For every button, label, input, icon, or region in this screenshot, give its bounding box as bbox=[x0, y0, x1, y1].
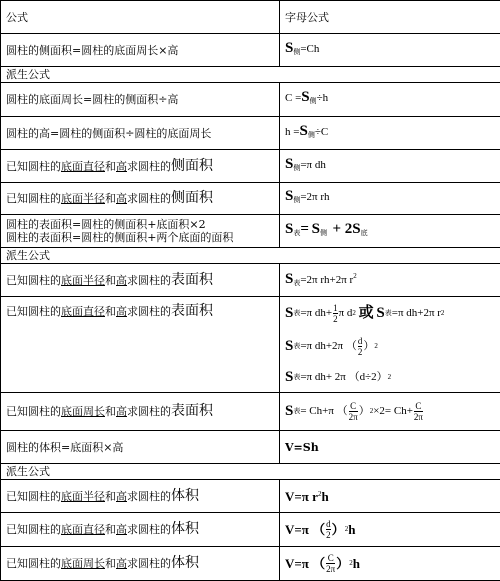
emphasis-text: 体积 bbox=[171, 555, 199, 571]
underlined-text: 底面半径 bbox=[61, 274, 105, 287]
text: 求圆柱的 bbox=[127, 160, 171, 173]
letter-formula bbox=[280, 117, 500, 150]
subscript: 侧 bbox=[310, 97, 317, 105]
formula-rhs: ÷C bbox=[315, 126, 328, 138]
formula-pre: = Ch+π （ bbox=[300, 405, 347, 418]
emphasis-text: 体积 bbox=[171, 488, 199, 504]
fraction bbox=[358, 336, 363, 357]
fraction bbox=[326, 553, 335, 574]
table-row bbox=[1, 34, 500, 67]
underlined-text: 底面直径 bbox=[61, 523, 105, 536]
superscript: 2 bbox=[353, 272, 357, 280]
numerator: 1 bbox=[333, 303, 338, 313]
text: 和 bbox=[105, 305, 116, 318]
text: 已知圆柱的 bbox=[6, 192, 61, 205]
formula-text bbox=[1, 183, 280, 215]
letter-formula bbox=[280, 297, 500, 393]
table-row bbox=[1, 431, 500, 464]
fraction bbox=[326, 519, 331, 540]
table-row bbox=[1, 393, 500, 431]
table-row bbox=[1, 264, 500, 297]
letter-formula bbox=[280, 393, 500, 431]
formula-rhs: ÷h bbox=[317, 92, 329, 104]
formula-text bbox=[1, 215, 280, 248]
table-row bbox=[1, 297, 500, 393]
table-row bbox=[1, 117, 500, 150]
text: 已知圆柱的 bbox=[6, 490, 61, 503]
header-letter-formula: 字母公式 bbox=[280, 1, 500, 34]
letter-formula bbox=[280, 215, 500, 248]
formula-text bbox=[1, 393, 280, 431]
formula-line bbox=[285, 401, 495, 422]
subscript: 表 bbox=[293, 279, 300, 287]
emphasis-text: 体积 bbox=[171, 521, 199, 537]
formula-rhs: =π dh bbox=[300, 159, 326, 171]
superscript: 2 bbox=[388, 371, 392, 384]
subscript: 表 bbox=[293, 340, 300, 353]
superscript: 2 bbox=[318, 490, 322, 498]
formula-text bbox=[1, 480, 280, 513]
denominator: 2 bbox=[333, 313, 338, 324]
table-row bbox=[1, 547, 500, 581]
underlined-text: 高 bbox=[116, 523, 127, 536]
table-row bbox=[1, 513, 500, 547]
subscript: 表 bbox=[293, 307, 300, 320]
table-row bbox=[1, 83, 500, 117]
text-line: 圆柱的表面积=圆柱的侧面积+底面积×2 bbox=[6, 218, 274, 231]
superscript: 2 bbox=[345, 523, 349, 536]
underlined-text: 底面周长 bbox=[61, 405, 105, 418]
emphasis-text: 表面积 bbox=[171, 272, 213, 288]
emphasis-text: 表面积 bbox=[171, 303, 213, 319]
formula-rhs: ×2= Ch+ bbox=[373, 405, 413, 418]
text: 和 bbox=[105, 160, 116, 173]
formula-pre: =π dh+ 2π （d÷2） bbox=[300, 371, 387, 384]
underlined-text: 高 bbox=[116, 405, 127, 418]
superscript: 2 bbox=[370, 405, 374, 418]
superscript: 2 bbox=[374, 340, 378, 353]
underlined-text: 高 bbox=[116, 274, 127, 287]
letter-formula bbox=[280, 34, 500, 67]
formula-text: 圆柱的高=圆柱的侧面积÷圆柱的底面周长 bbox=[1, 117, 280, 150]
text: 求圆柱的 bbox=[127, 305, 171, 318]
text: 和 bbox=[105, 274, 116, 287]
symbol: S bbox=[312, 221, 320, 237]
symbol: S bbox=[285, 340, 293, 353]
symbol: S bbox=[376, 307, 384, 320]
text: 和 bbox=[105, 490, 116, 503]
numerator: C bbox=[349, 401, 358, 411]
formula-rhs: h bbox=[321, 489, 328, 504]
formula-rhs: + 2S bbox=[333, 221, 361, 237]
formula-pre: V=π r bbox=[285, 489, 318, 504]
symbol: S bbox=[301, 89, 309, 105]
table-row bbox=[1, 183, 500, 215]
superscript: 2 bbox=[352, 307, 356, 320]
formula-pre: C = bbox=[285, 92, 301, 104]
denominator: 2π bbox=[326, 563, 335, 574]
text: 已知圆柱的 bbox=[6, 274, 61, 287]
formula-pre: V=π （ bbox=[285, 523, 325, 536]
superscript: 2 bbox=[349, 557, 353, 570]
formula-rhs: ） bbox=[363, 340, 374, 353]
formula-rhs: =2π rh bbox=[300, 191, 329, 203]
formula-text: 圆柱的底面周长=圆柱的侧面积÷高 bbox=[1, 83, 280, 117]
denominator: 2 bbox=[326, 529, 331, 540]
table-row bbox=[1, 150, 500, 183]
underlined-text: 高 bbox=[116, 557, 127, 570]
text: 已知圆柱的 bbox=[6, 557, 61, 570]
letter-formula bbox=[280, 547, 500, 581]
formula-rhs: =π dh+2π r bbox=[392, 307, 441, 320]
subscript: 表 bbox=[293, 405, 300, 418]
formula-rhs: h bbox=[353, 557, 360, 570]
section-label: 派生公式 bbox=[1, 248, 500, 264]
formula-text bbox=[1, 513, 280, 547]
formula-mid: ） bbox=[336, 557, 349, 570]
fraction bbox=[349, 401, 358, 422]
formula-rhs: h bbox=[348, 523, 355, 536]
denominator: 2π bbox=[349, 411, 358, 422]
text: 和 bbox=[105, 557, 116, 570]
numerator: C bbox=[414, 401, 423, 411]
fraction bbox=[333, 303, 338, 324]
text: 已知圆柱的 bbox=[6, 523, 61, 536]
formula-mid: ） bbox=[332, 523, 345, 536]
formula-pre: =π dh+2π （ bbox=[300, 340, 357, 353]
underlined-text: 底面半径 bbox=[61, 490, 105, 503]
text: 已知圆柱的 bbox=[6, 405, 61, 418]
subscript: 表 bbox=[293, 229, 300, 237]
symbol: S bbox=[285, 371, 293, 384]
section-row bbox=[1, 464, 500, 480]
symbol: S bbox=[285, 40, 293, 56]
text: 求圆柱的 bbox=[127, 523, 171, 536]
text: 求圆柱的 bbox=[127, 490, 171, 503]
subscript: 侧 bbox=[308, 131, 315, 139]
formula-pre: V=π （ bbox=[285, 557, 325, 570]
formula-line bbox=[285, 329, 495, 363]
letter-formula bbox=[280, 264, 500, 297]
letter-formula: V=Sh bbox=[280, 431, 500, 464]
formula-text: 圆柱的侧面积=圆柱的底面周长×高 bbox=[1, 34, 280, 67]
emphasis-text: 侧面积 bbox=[171, 190, 213, 206]
text-line: 圆柱的表面积=圆柱的侧面积+两个底面的面积 bbox=[6, 231, 274, 244]
subscript: 侧 bbox=[293, 48, 300, 56]
formula-text: 圆柱的体积=底面积×高 bbox=[1, 431, 280, 464]
letter-formula bbox=[280, 513, 500, 547]
denominator: 2 bbox=[358, 346, 363, 357]
subscript: 表 bbox=[293, 371, 300, 384]
underlined-text: 高 bbox=[116, 305, 127, 318]
formula-pre: =π dh+ bbox=[300, 307, 332, 320]
text: 和 bbox=[105, 405, 116, 418]
text: 和 bbox=[105, 523, 116, 536]
underlined-text: 底面周长 bbox=[61, 557, 105, 570]
subscript: 侧 bbox=[293, 164, 300, 172]
or-text: 或 bbox=[359, 307, 374, 320]
formula-rhs: π d bbox=[339, 307, 353, 320]
letter-formula bbox=[280, 150, 500, 183]
formula-text bbox=[1, 297, 280, 393]
text: 已知圆柱的 bbox=[6, 160, 61, 173]
formula-pre: h = bbox=[285, 126, 299, 138]
numerator: C bbox=[326, 553, 335, 563]
formula-line bbox=[285, 553, 495, 574]
text: 求圆柱的 bbox=[127, 274, 171, 287]
formula-rhs: =2π rh+2π r bbox=[300, 274, 353, 286]
underlined-text: 底面直径 bbox=[61, 160, 105, 173]
equals: = bbox=[300, 221, 309, 237]
letter-formula bbox=[280, 183, 500, 215]
denominator: 2π bbox=[414, 411, 423, 422]
formula-mid: ） bbox=[359, 405, 370, 418]
formula-text bbox=[1, 150, 280, 183]
formula-line bbox=[285, 363, 495, 391]
superscript: 2 bbox=[441, 307, 445, 320]
formula-text bbox=[1, 264, 280, 297]
subscript: 侧 bbox=[320, 229, 327, 237]
fraction bbox=[414, 401, 423, 422]
text: 已知圆柱的 bbox=[6, 305, 61, 318]
symbol: S bbox=[285, 271, 293, 287]
underlined-text: 底面半径 bbox=[61, 192, 105, 205]
formula-text bbox=[1, 547, 280, 581]
header-row bbox=[1, 1, 500, 34]
table-row bbox=[1, 215, 500, 248]
formula-rhs: =Ch bbox=[300, 43, 319, 55]
text: 求圆柱的 bbox=[127, 557, 171, 570]
header-formula: 公式 bbox=[1, 1, 280, 34]
text: 求圆柱的 bbox=[127, 405, 171, 418]
table-row bbox=[1, 480, 500, 513]
emphasis-text: 侧面积 bbox=[171, 158, 213, 174]
formula-line bbox=[285, 298, 495, 329]
text: 求圆柱的 bbox=[127, 192, 171, 205]
subscript: 表 bbox=[385, 307, 392, 320]
letter-formula bbox=[280, 480, 500, 513]
text: 和 bbox=[105, 192, 116, 205]
symbol: S bbox=[285, 156, 293, 172]
section-row bbox=[1, 248, 500, 264]
section-label: 派生公式 bbox=[1, 464, 500, 480]
underlined-text: 高 bbox=[116, 192, 127, 205]
symbol: S bbox=[285, 307, 293, 320]
symbol: S bbox=[285, 221, 293, 237]
emphasis-text: 表面积 bbox=[171, 403, 213, 419]
section-row bbox=[1, 67, 500, 83]
underlined-text: 高 bbox=[116, 490, 127, 503]
numerator: d bbox=[358, 336, 363, 346]
numerator: d bbox=[326, 519, 331, 529]
symbol: S bbox=[299, 123, 307, 139]
formula-line bbox=[285, 519, 495, 540]
subscript: 侧 bbox=[293, 196, 300, 204]
underlined-text: 高 bbox=[116, 160, 127, 173]
section-label: 派生公式 bbox=[1, 67, 500, 83]
symbol: S bbox=[285, 405, 293, 418]
symbol: S bbox=[285, 188, 293, 204]
underlined-text: 底面直径 bbox=[61, 305, 105, 318]
subscript: 底 bbox=[361, 229, 368, 237]
letter-formula bbox=[280, 83, 500, 117]
